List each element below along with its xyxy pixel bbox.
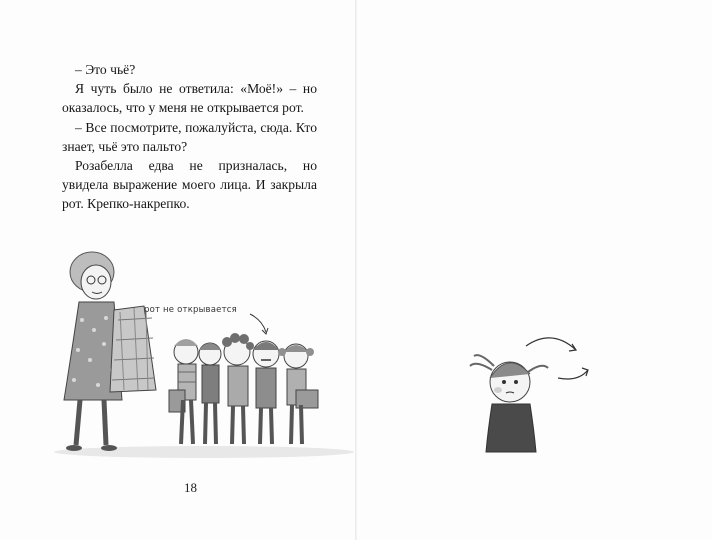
paragraph: Я чуть было не ответила: «Моё!» – но оказалось, что у меня не открывается рот. (62, 81, 317, 116)
left-page-text (62, 60, 317, 214)
girl-shaking-head-illustration (448, 320, 648, 460)
paragraph: – Все посмотрите, пожалуйста, сюда. Кто знает, чьё это пальто? (62, 119, 317, 154)
page-number-left: 18 (184, 480, 197, 495)
paragraph: – Это чьё? (75, 62, 136, 77)
teacher-and-children-illustration (34, 240, 354, 465)
right-page (356, 0, 712, 540)
illustration-caption: рот не открывается (144, 305, 237, 315)
paragraph: Розабелла едва не призналась, но увидела выражение моего лица. И закрыла рот. Крепко-накрепко. (62, 158, 317, 212)
